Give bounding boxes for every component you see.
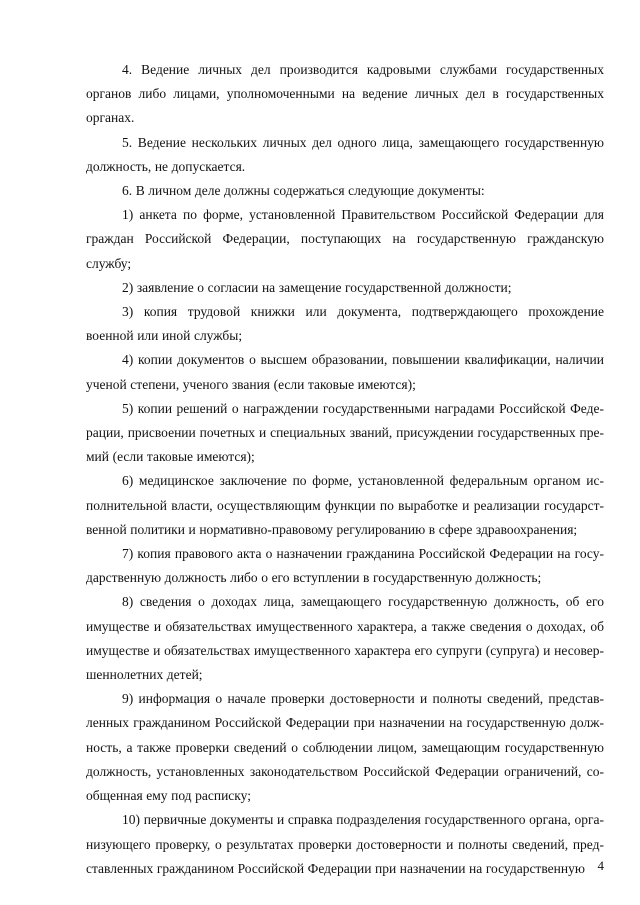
list-item-7: 7) копия правового акта о назначении гражданина Российской Федерации на государственную должность либо о его вступлении в государственную должность;: [86, 546, 604, 586]
page-number: 4: [597, 858, 604, 873]
list-item-5: 5) копии решений о награждении государственными наградами Российской Федерации, присвоении почетных и специальных званий, присуждении государственных премий (если таковые имеются);: [86, 400, 604, 465]
list-item-2: 2) заявление о согласии на замещение государственной должности;: [122, 279, 512, 295]
paragraph-6: 6. В личном деле должны содержаться следующие документы:: [122, 183, 485, 199]
paragraph-5: 5. Ведение нескольких личных дел одного лица, замещающего государственную должность, не допускается.: [86, 134, 604, 174]
list-item-8: 8) сведения о доходах лица, замещающего государственную должность, об его имуществе и обязательствах имущественного характера, а также сведения о доходах, об имуществе и обязательствах имущественного характера его супруги (супруга) и несовершеннолетних детей;: [86, 594, 604, 683]
list-item-6: 6) медицинское заключение по форме, установленной федеральным органом исполнительной власти, осуществляющим функции по выработке и реализации государственной политики и нормативно-правовому регулированию в сфере здравоохранения;: [86, 473, 604, 537]
paragraph-4: 4. Ведение личных дел производится кадровыми службами государственных органов либо лицами, уполномоченными на ведение личных дел в государственных органах.: [86, 62, 604, 126]
list-item-9: 9) информация о начале проверки достоверности и полноты сведений, представленных гражданином Российской Федерации при назначении на государственную должность, а также проверки сведений о соблюдении лицом, замещающим государственную должность, установленных законодательством Российской Федерации ограничений, сообщенная ему под расписку;: [86, 691, 604, 804]
list-item-3: 3) копия трудовой книжки или документа, подтверждающего прохождение военной или иной службы;: [86, 304, 604, 344]
document-body: [86, 58, 604, 881]
list-item-1: 1) анкета по форме, установленной Правительством Российской Федерации для граждан Российской Федерации, поступающих на государственную гражданскую службу;: [86, 207, 604, 271]
list-item-4: 4) копии документов о высшем образовании, повышении квалификации, наличии ученой степени, ученого звания (если таковые имеются);: [86, 352, 604, 392]
list-item-10: 10) первичные документы и справка подразделения государственного органа, организующего проверку, о результатах проверки достоверности и полноты сведений, представленных гражданином Российской Федерации при назначении на государственную: [86, 812, 604, 876]
